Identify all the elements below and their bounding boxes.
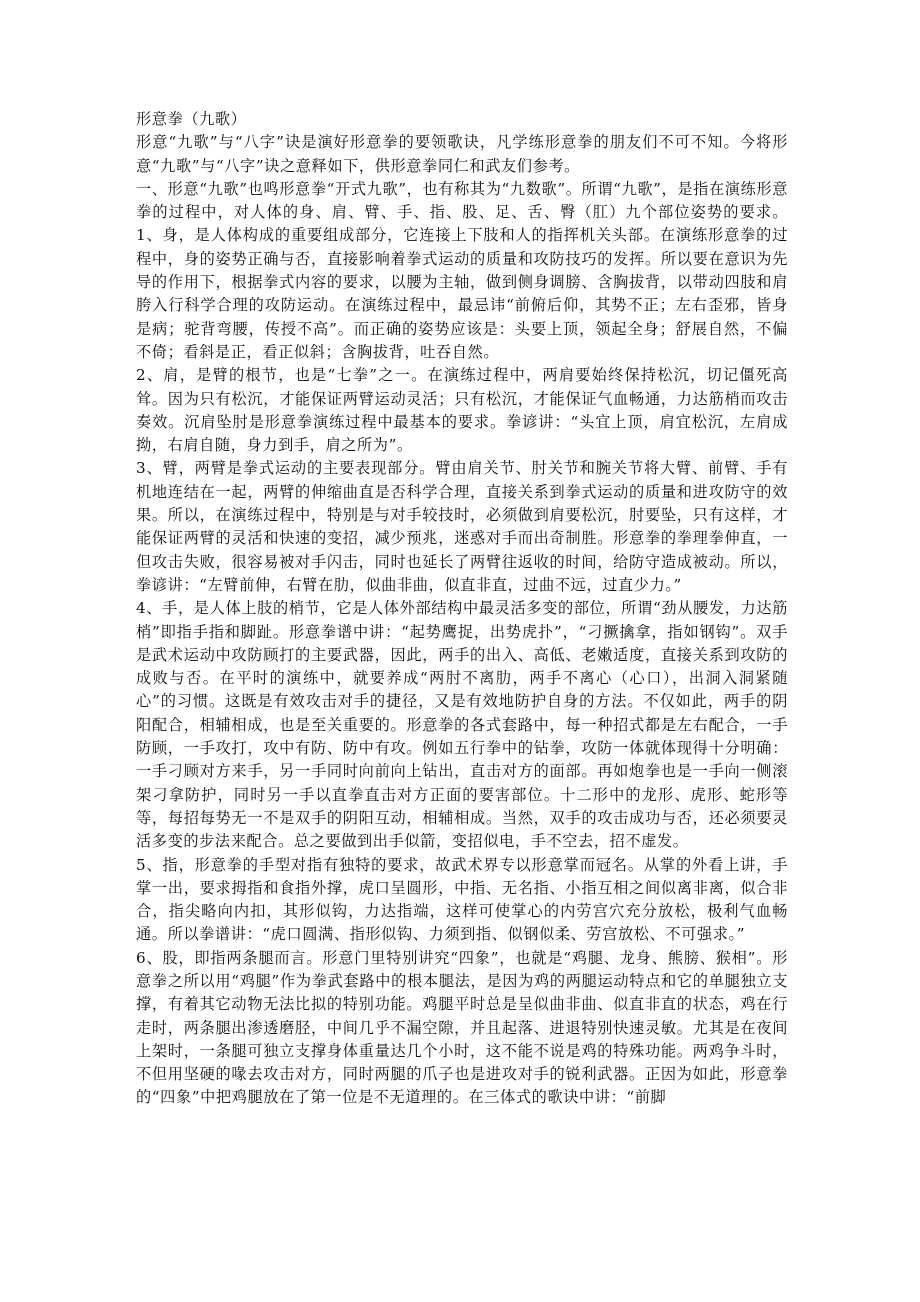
paragraph-section-1-body: 一、形意“九歌”也鸣形意拳“开式九歌”，也有称其为“九数歌”。所谓“九歌”，是指在演练形意拳的过程中，对人体的身、肩、臂、手、指、股、足、舌、臀（肛）九个部位姿势的要求。1、身，是人体构成的重要组成部分，它连接上下肢和人的指挥机关头部。在演练形意拳的过程中，身的姿势正确与否，直接影响着拳式运动的质量和攻防技巧的发挥。所以要在意识为先导的作用下，根据拳式内容的要求，以腰为主轴，做到侧身调膀、含胸拔背，以带动四肢和肩胯入行科学合理的攻防运动。在演练过程中，最忌讳“前俯后仰，其势不正；左右歪邪，皆身是病；驼背弯腰，传授不高”。而正确的姿势应该是：头要上顶，领起全身；舒展自然，不偏不倚；看斜是正，看正似斜；含胸拔背，吐吞自然。: [136, 179, 788, 361]
paragraph-arm: 3、臂，两臂是拳式运动的主要表现部分。臂由肩关节、肘关节和腕关节将大臂、前臂、手有机地连结在一起，两臂的伸缩曲直是否科学合理，直接关系到拳式运动的质量和进攻防守的效果。所以，在演练过程中，特别是与对手较技时，必须做到肩要松沉，肘要坠，只有这样，才能保证两臂的灵活和快速的变招，减少预兆，迷惑对手而出奇制胜。形意拳的拳理拳伸直，一但攻击失败，很容易被对手闪击，同时也延长了两臂往返收的时间，给防守造成被动。所以，拳谚讲：“左臂前伸，右臂在肋，似曲非曲，似直非直，过曲不远，过直少力。”: [136, 459, 788, 594]
paragraph-legs: 6、股，即指两条腿而言。形意门里特别讲究“四象”，也就是“鸡腿、龙身、熊膀、猴相”。形意拳之所以用“鸡腿”作为拳武套路中的根本腿法，是因为鸡的两腿运动特点和它的单腿独立支撑，有着其它动物无法比拟的特别功能。鸡腿平时总是呈似曲非曲、似直非直的状态，鸡在行走时，两条腿出渗透磨胫，中间几乎不漏空隙，并且起落、进退特别快速灵敏。尤其是在夜间上架时，一条腿可独立支撑身体重量达几个小时，这不能不说是鸡的特殊功能。两鸡争斗时，不但用坚硬的喙去攻击对方，同时两腿的爪子也是进攻对手的锐利武器。正因为如此，形意拳的“四象”中把鸡腿放在了第一位是不无道理的。在三体式的歌诀中讲：“前脚: [136, 948, 788, 1107]
paragraph-shoulder: 2、肩，是臂的根节，也是“七拳”之一。在演练过程中，两肩要始终保持松沉，切记僵死高耸。因为只有松沉，才能保证两臂运动灵活；只有松沉，才能保证气血畅通，力达筋梢而攻击奏效。沉肩坠肘是形意拳演练过程中最基本的要求。拳谚讲：“头宜上顶，肩宜松沉，左肩成拗，右肩自随，身力到手，肩之所为”。: [136, 366, 788, 455]
document-title: 形意拳（九歌）: [136, 110, 247, 128]
paragraph-intro: 形意“九歌”与“八字”诀是演好形意拳的要领歌诀，凡学练形意拳的朋友们不可不知。今将形意“九歌”与“八字”诀之意释如下，供形意拳同仁和武友们参考。: [136, 133, 788, 175]
paragraph-hand: 4、手，是人体上肢的梢节，它是人体外部结构中最灵活多变的部位，所谓“劲从腰发，力达筋梢”即指手指和脚趾。形意拳谱中讲：“起势鹰捉，出势虎扑”，“刁撅擒拿，指如钢钩”。双手是武术运动中攻防顾打的主要武器，因此，两手的出入、高低、老嫩适度，直接关系到攻防的成败与否。在平时的演练中，就要养成“两肘不离肋，两手不离心（心口），出洞入洞紧随心”的习惯。这既是有效攻击对手的捷径，又是有效地防护自身的方法。不仅如此，两手的阴阳配合，相辅相成，也是至关重要的。形意拳的各式套路中，每一种招式都是左右配合，一手防顾，一手攻打，攻中有防、防中有攻。例如五行拳中的钻拳，攻防一体就体现得十分明确：一手刁顾对方来手，另一手同时向前向上钻出，直击对方的面部。再如炮拳也是一手向一侧滚架刁拿防护，同时另一手以直拳直击对方正面的要害部位。十二形中的龙形、虎形、蛇形等等，每招每势无一不是双手的阴阳互动，相辅相成。当然，双手的攻击成功与否，还必须要灵活多变的步法来配合。总之要做到出手似箭，变招似电，手不空去，招不虚发。: [136, 599, 788, 851]
document-body: [136, 108, 788, 1110]
paragraph-finger: 5、指，形意拳的手型对指有独特的要求，故武术界专以形意掌而冠名。从掌的外看上讲，手掌一出，要求拇指和食指外撑，虎口呈圆形，中指、无名指、小指互相之间似离非离，似合非合，指尖略向内扣，其形似钩，力达指端，这样可使掌心的内劳宫穴充分放松，极利气血畅通。所以拳谱讲：“虎口圆满、指形似钩、力须到指、似钢似柔、劳宫放松、不可强求。”: [136, 855, 788, 944]
